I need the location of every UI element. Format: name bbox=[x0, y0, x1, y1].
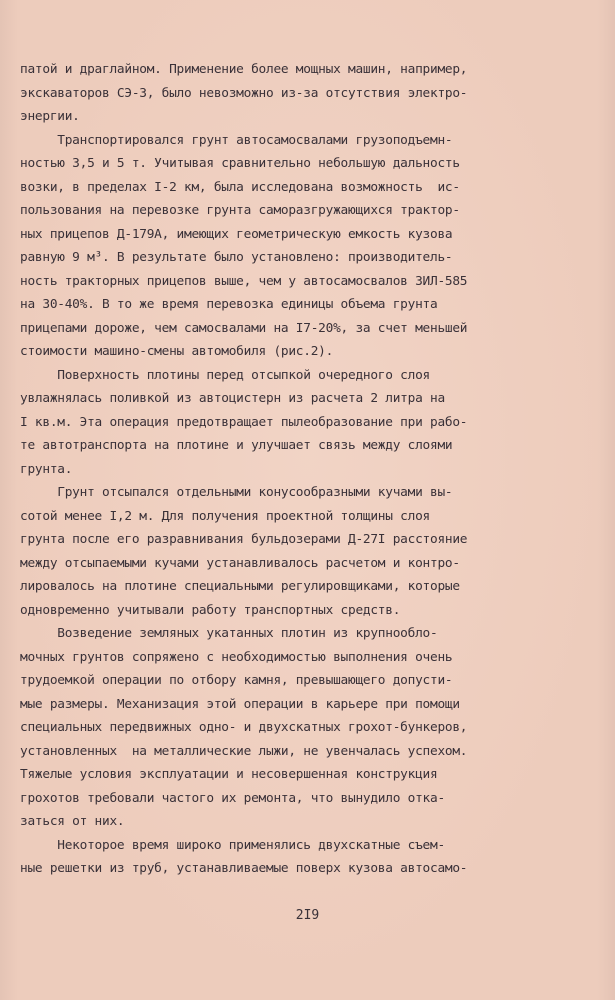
text-line: одновременно учитывали работу транспортных средств. bbox=[20, 602, 401, 618]
text-line: грунта после его разравнивания бульдозерами Д-27I расстояние bbox=[20, 532, 468, 547]
text-line: те автотранспорта на плотине и улучшает связь между слоями bbox=[20, 438, 453, 453]
text-line: Грунт отсыпался отдельными конусообразными кучами вы- bbox=[20, 485, 453, 500]
text-line: сотой менее I,2 м. Для получения проектной толщины слоя bbox=[20, 508, 430, 524]
text-line: грохотов требовали частого их ремонта, что вынудило отка- bbox=[20, 790, 445, 806]
text-line: лировалось на плотине специальными регулировщиками, которые bbox=[20, 579, 460, 594]
text-line: Возведение земляных укатанных плотин из крупнообло- bbox=[20, 626, 438, 641]
text-line: стоимости машино-смены автомобиля (рис.2). bbox=[20, 344, 334, 359]
text-line: возки, в пределах I-2 км, была исследована возможность ис- bbox=[20, 179, 460, 195]
text-line: заться от них. bbox=[20, 814, 125, 829]
text-line: ность тракторных прицепов выше, чем у автосамосвалов ЗИЛ-585 bbox=[20, 273, 468, 289]
text-line: энергии. bbox=[20, 109, 80, 124]
text-line: трудоемкой операции по отбору камня, превышающего допусти- bbox=[20, 673, 453, 688]
text-line: равную 9 м³. В результате было установлено: производитель- bbox=[20, 250, 453, 265]
text-line: экскаваторов СЭ-3, было невозможно из-за отсутствия электро- bbox=[20, 85, 468, 101]
text-line: Тяжелые условия эксплуатации и несовершенная конструкция bbox=[20, 767, 438, 782]
text-line: увлажнялась поливкой из автоцистерн из расчета 2 литра на bbox=[20, 391, 445, 406]
text-line: специальных передвижных одно- и двухскатных грохот-бункеров, bbox=[20, 720, 468, 735]
text-line: ностью 3,5 и 5 т. Учитывая сравнительно небольшую дальность bbox=[20, 156, 460, 171]
text-line: грунта. bbox=[20, 461, 73, 477]
text-line: прицепами дороже, чем самосвалами на I7-20%, за счет меньшей bbox=[20, 320, 468, 336]
text-line: мочных грунтов сопряжено с необходимостью выполнения очень bbox=[20, 649, 453, 665]
body-text bbox=[20, 58, 610, 881]
text-line: I кв.м. Эта операция предотвращает пылеобразование при рабо- bbox=[20, 414, 468, 430]
text-line: ных прицепов Д-179А, имеющих геометрическую емкость кузова bbox=[20, 226, 453, 242]
text-line: патой и драглайном. Применение более мощных машин, например, bbox=[20, 62, 468, 77]
text-line: мые размеры. Механизация этой операции в карьере при помощи bbox=[20, 696, 460, 712]
text-line: Транспортировался грунт автосамосвалами грузоподъемн- bbox=[20, 132, 453, 148]
text-line: на 30-40%. В то же время перевозка единицы объема грунта bbox=[20, 297, 438, 312]
text-line: Поверхность плотины перед отсыпкой очередного слоя bbox=[20, 367, 430, 383]
text-line: ные решетки из труб, устанавливаемые поверх кузова автосамо- bbox=[20, 861, 468, 876]
text-line: установленных на металлические лыжи, не увенчалась успехом. bbox=[20, 743, 468, 759]
text-line: Некоторое время широко применялись двухскатные съем- bbox=[20, 837, 445, 853]
page-number: 2I9 bbox=[295, 908, 320, 923]
text-line: между отсыпаемыми кучами устанавливалось расчетом и контро- bbox=[20, 555, 460, 571]
text-line: пользования на перевозке грунта саморазгружающихся трактор- bbox=[20, 203, 460, 218]
